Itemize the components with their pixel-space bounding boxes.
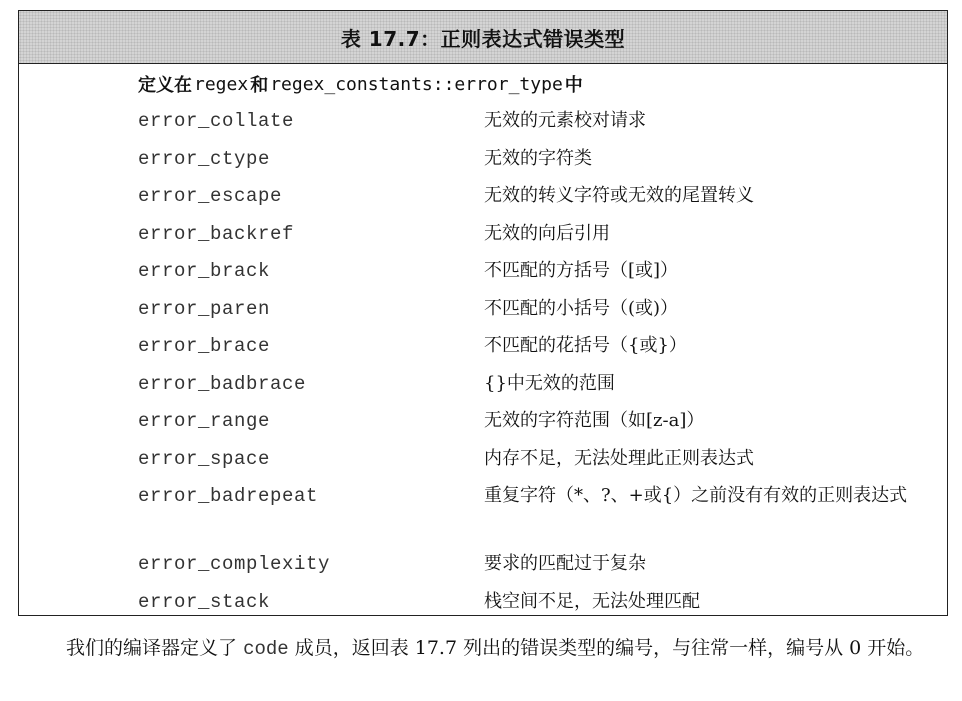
error-description: 无效的字符范围（如[z-a]） — [484, 410, 705, 431]
error-code: error_brace — [138, 335, 271, 357]
error-description: 无效的转义字符或无效的尾置转义 — [484, 185, 754, 206]
error-description: 不匹配的方括号（[或]） — [484, 260, 679, 281]
error-description: 栈空间不足，无法处理匹配 — [484, 590, 700, 612]
table-row — [138, 177, 947, 215]
error-description: {}中无效的范围 — [484, 372, 615, 394]
error-description: 重复字符（*、?、+或{）之前没有有效的正则表达式 — [484, 485, 908, 506]
error-code: error_complexity — [138, 553, 331, 575]
error-code: error_range — [138, 410, 271, 432]
error-code: error_badrepeat — [138, 485, 319, 507]
caption-middle: 和 — [250, 75, 269, 96]
table-row — [138, 583, 947, 621]
paragraph-part1: 我们的编译器定义了 — [66, 637, 238, 659]
table-row — [138, 102, 947, 140]
table-rows — [138, 102, 947, 620]
error-description: 无效的元素校对请求 — [484, 110, 646, 131]
body-paragraph — [18, 632, 948, 666]
table-row — [138, 365, 947, 403]
table-title: 表 17.7：正则表达式错误类型 — [19, 11, 947, 64]
error-code: error_escape — [138, 185, 283, 207]
error-code: error_paren — [138, 297, 271, 320]
error-description: 不匹配的花括号（{或}） — [484, 335, 687, 356]
caption-prefix: 定义在 — [138, 75, 192, 96]
error-type-table — [18, 10, 948, 616]
table-row — [138, 327, 947, 365]
error-code: error_brack — [138, 260, 271, 282]
error-description: 无效的向后引用 — [484, 222, 610, 244]
caption-suffix: 中 — [564, 75, 583, 96]
table-row — [138, 477, 947, 545]
error-code: error_space — [138, 447, 271, 470]
caption-namespace-error-type: regex_constants::error_type — [270, 73, 563, 95]
paragraph-code: code — [243, 638, 289, 660]
table-row — [138, 402, 947, 440]
error-code: error_badbrace — [138, 372, 307, 395]
error-code: error_backref — [138, 222, 295, 245]
table-row — [138, 215, 947, 253]
error-description: 内存不足，无法处理此正则表达式 — [484, 447, 754, 469]
error-description: 无效的字符类 — [484, 147, 592, 169]
table-row — [138, 440, 947, 478]
error-code: error_ctype — [138, 147, 271, 170]
table-row — [138, 252, 947, 290]
table-row — [138, 545, 947, 583]
table-row — [138, 290, 947, 328]
caption-namespace-regex: regex — [194, 73, 249, 95]
error-description: 要求的匹配过于复杂 — [484, 553, 646, 574]
error-code: error_collate — [138, 110, 295, 132]
table-row — [138, 140, 947, 178]
table-caption — [138, 66, 947, 102]
paragraph-part2: 成员，返回表 17.7 列出的错误类型的编号，与往常一样，编号从 0 开始。 — [294, 637, 925, 659]
error-code: error_stack — [138, 590, 271, 613]
error-description: 不匹配的小括号（(或)） — [484, 297, 679, 319]
table-body — [19, 66, 947, 620]
